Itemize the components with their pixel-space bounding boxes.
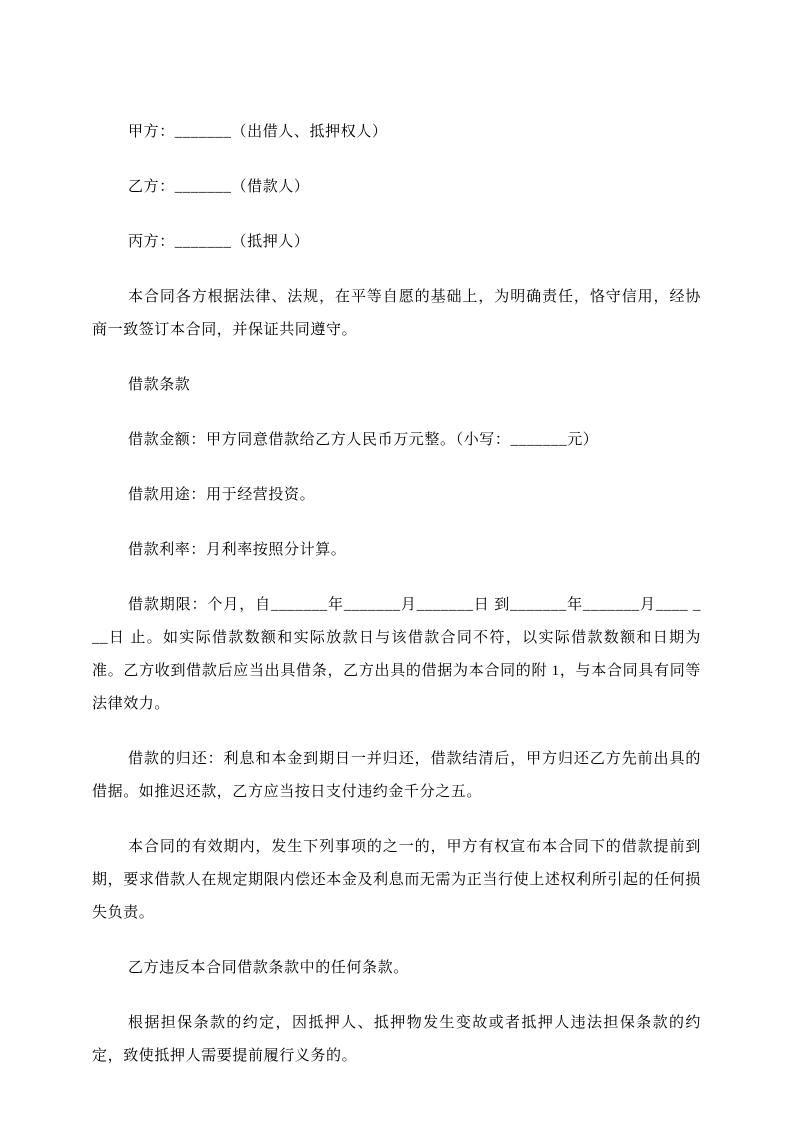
paragraph-loan-amount: 借款金额：甲方同意借款给乙方人民币万元整。（小写：_______元） (128, 432, 599, 448)
heading-loan-terms: 借款条款 (128, 377, 191, 393)
paragraph-early-maturity: 本合同的有效期内，发生下列事项的之一的，甲方有权宣布本合同下的借款提前到期，要求借款人在规定期限内偿还本金及利息而无需为正当行使上述权利所引起的任何损失负责。 (92, 839, 701, 921)
paragraph-party-c: 丙方：_______（抵押人） (128, 234, 310, 250)
paragraph-loan-purpose: 借款用途：用于经营投资。 (128, 487, 316, 503)
paragraph-guarantee-clause: 根据担保条款的约定，因抵押人、抵押物发生变故或者抵押人违法担保条款的约定，致使抵押人需要提前履行义务的。 (92, 1015, 701, 1064)
paragraph-preamble: 本合同各方根据法律、法规，在平等自愿的基础上，为明确责任，恪守信用，经协商一致签订本合同，并保证共同遵守。 (92, 289, 701, 338)
paragraph-party-a: 甲方：_______（出借人、抵押权人） (128, 124, 388, 140)
paragraph-party-b: 乙方：_______（借款人） (128, 179, 310, 195)
paragraph-loan-term: 借款期限：个月，自_______年_______月_______日 到_______年_______月____ ___日 止。如实际借款数额和实际放款日与该借款合同不符，以实际借款数额和日期为准。乙方收到借款后应当出具借条，乙方出具的借据为本合同的附 1，与本合同具有同等法律效力。 (92, 597, 701, 712)
paragraph-breach-clause: 乙方违反本合同借款条款中的任何条款。 (128, 960, 409, 976)
paragraph-repayment: 借款的归还：利息和本金到期日一并归还，借款结清后，甲方归还乙方先前出具的借据。如推迟还款，乙方应当按日支付违约金千分之五。 (92, 751, 701, 800)
contract-body (92, 116, 701, 1073)
paragraph-loan-rate: 借款利率：月利率按照分计算。 (128, 542, 347, 558)
